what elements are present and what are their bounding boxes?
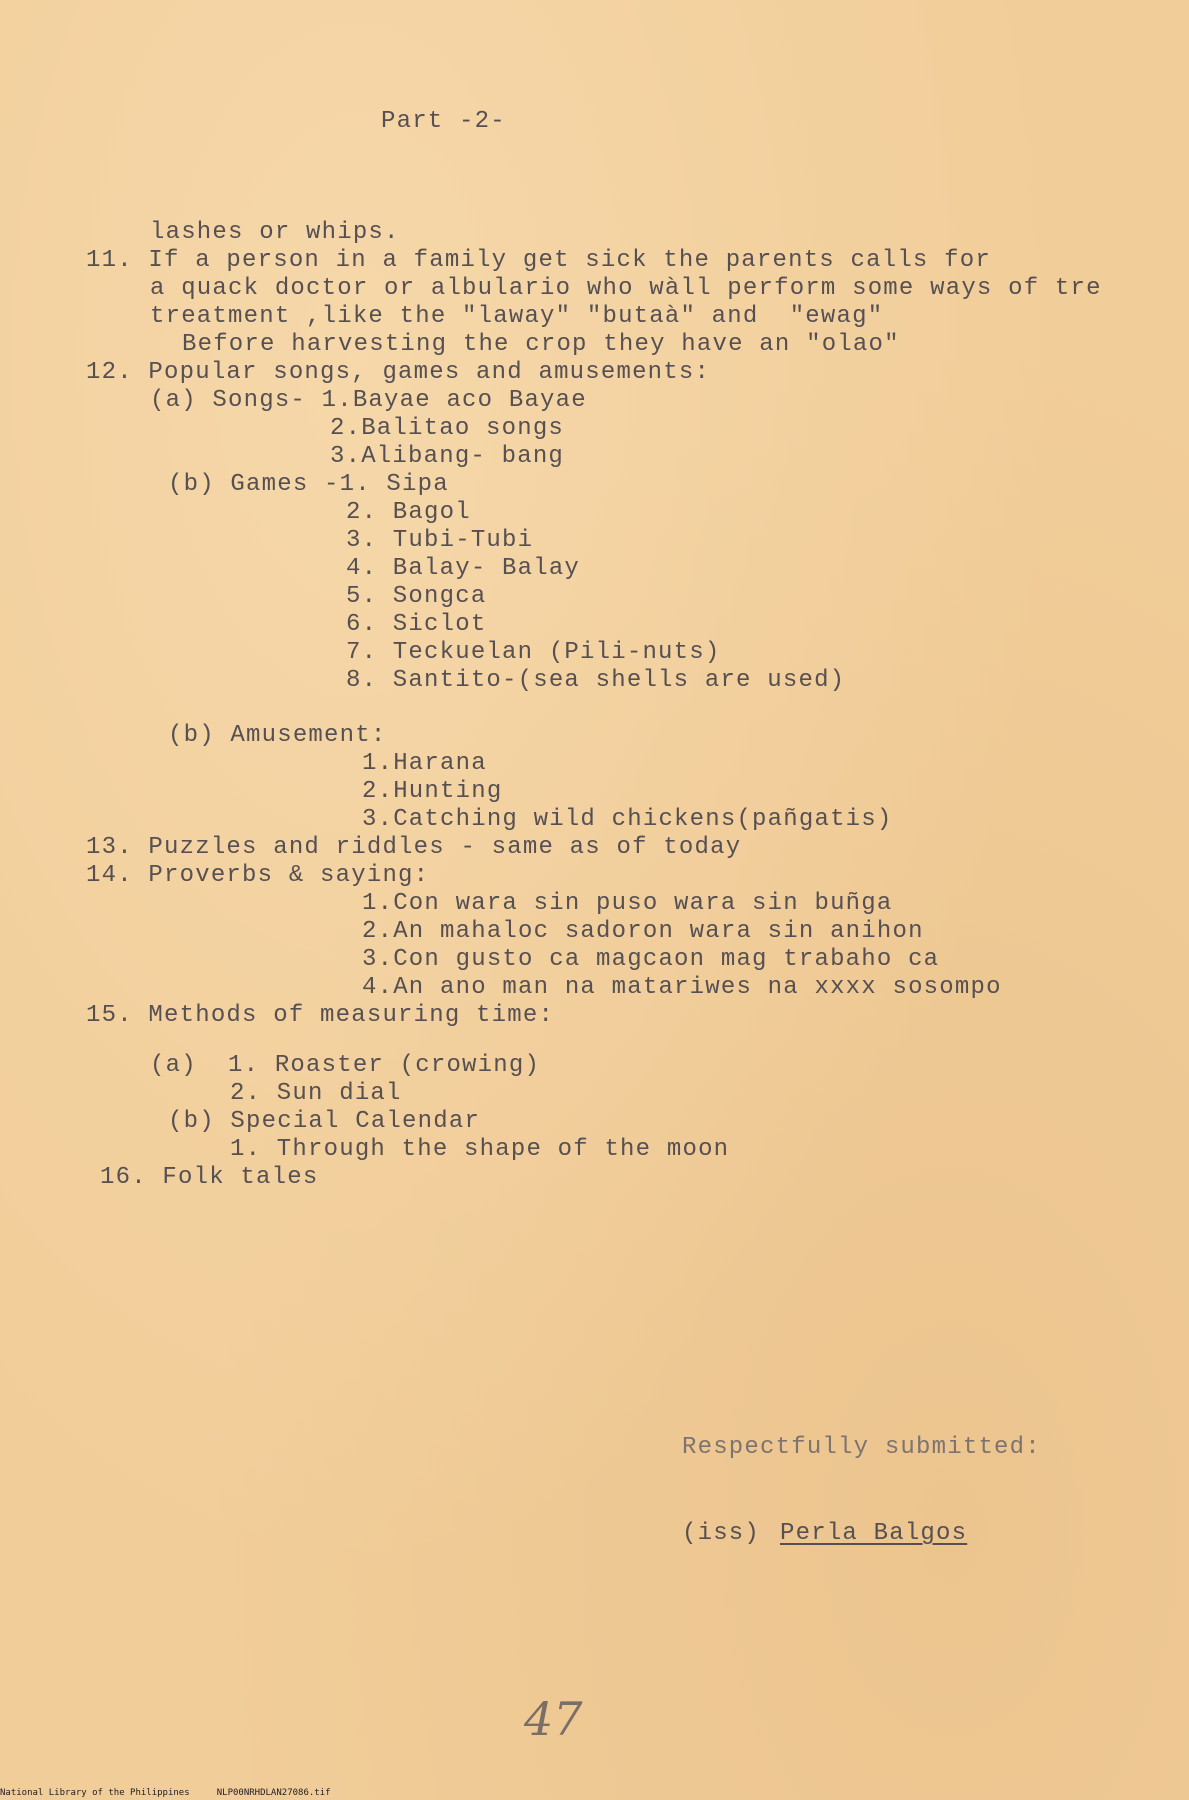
game-8: 8. Santito-(sea shells are used) — [346, 667, 846, 694]
song-3: 3.Alibang- bang — [330, 443, 565, 470]
time-a: (a) 1. Roaster (crowing) — [150, 1052, 541, 1079]
proverb-2: 2.An mahaloc sadoron wara sin anihon — [362, 918, 924, 945]
proverb-3: 3.Con gusto ca magcaon mag trabaho ca — [362, 946, 940, 973]
time-a-2: 2. Sun dial — [230, 1080, 402, 1107]
item-12: 12. Popular songs, games and amusements: — [86, 359, 711, 386]
signature-name: Perla Balgos — [780, 1520, 968, 1547]
item-16: 16. Folk tales — [100, 1164, 319, 1191]
game-3: 3. Tubi-Tubi — [346, 527, 534, 554]
handwritten-page-number: 47 — [524, 1692, 583, 1746]
archive-footer — [0, 1788, 331, 1798]
item-14: 14. Proverbs & saying: — [86, 862, 430, 889]
game-2: 2. Bagol — [346, 499, 471, 526]
footer-file: NLP00NRHDLAN27086.tif — [216, 1788, 331, 1798]
item-13: 13. Puzzles and riddles - same as of today — [86, 834, 742, 861]
text-line-1: lashes or whips. — [150, 219, 400, 246]
games-heading: (b) Games -1. Sipa — [168, 471, 449, 498]
amusement-1: 1.Harana — [362, 750, 487, 777]
text-line-4: treatment ,like the "laway" "butaà" and "ewag" — [150, 303, 884, 330]
text-line-3: a quack doctor or albulario who wàll perform some ways of tre — [150, 275, 1102, 302]
song-2: 2.Balitao songs — [330, 415, 565, 442]
proverb-1: 1.Con wara sin puso wara sin buñga — [362, 890, 893, 917]
text-line-5: Before harvesting the crop they have an "olao" — [182, 331, 900, 358]
time-b: (b) Special Calendar — [168, 1108, 481, 1135]
game-5: 5. Songca — [346, 583, 487, 610]
signature-title: (iss) — [682, 1520, 761, 1547]
respectfully-submitted: Respectfully submitted: — [682, 1434, 1041, 1461]
amusement-3: 3.Catching wild chickens(pañgatis) — [362, 806, 893, 833]
time-b-1: 1. Through the shape of the moon — [230, 1136, 730, 1163]
item-15: 15. Methods of measuring time: — [86, 1002, 555, 1029]
amusement-2: 2.Hunting — [362, 778, 503, 805]
game-6: 6. Siclot — [346, 611, 487, 638]
game-7: 7. Teckuelan (Pili-nuts) — [346, 639, 721, 666]
proverb-4: 4.An ano man na matariwes na xxxx sosompo — [362, 974, 1002, 1001]
page-title: Part -2- — [381, 108, 506, 135]
songs-heading: (a) Songs- 1.Bayae aco Bayae — [150, 387, 587, 414]
item-11: 11. If a person in a family get sick the parents calls for — [86, 247, 991, 274]
game-4: 4. Balay- Balay — [346, 555, 581, 582]
amusement-heading: (b) Amusement: — [168, 722, 387, 749]
footer-source: National Library of the Philippines — [0, 1788, 190, 1798]
